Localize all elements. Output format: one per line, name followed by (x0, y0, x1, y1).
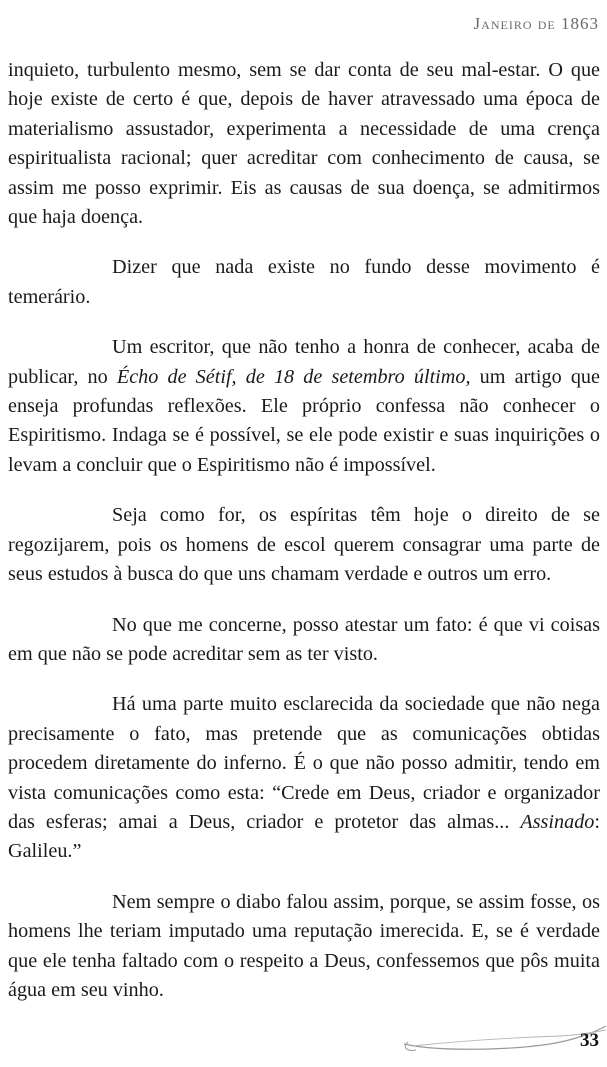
newspaper-citation: Écho de Sétif, de 18 de setembro último, (116, 365, 471, 388)
page-number: 33 (580, 1030, 599, 1051)
paragraph-3 (8, 333, 600, 480)
paragraph-5: No que me concerne, posso atestar um fato: é que vi coisas em que não se pode acreditar sem as ter visto. (8, 613, 600, 665)
paragraph-3-text-after: um artigo que enseja profundas reflexões. Ele próprio confessa não conhecer o Espiritismo. Indaga se é possível, se ele pode existir e suas inquirições o levam a concluir que o Espiritismo não é impossível. (8, 365, 600, 476)
footer-swash-ornament (400, 1022, 607, 1056)
paragraph-7: Nem sempre o diabo falou assim, porque, se assim fosse, os homens lhe teriam imputado uma reputação imerecida. E, se é verdade que ele tenha faltado com o respeito a Deus, confessemos que pôs muita água em seu vinho. (8, 890, 600, 1001)
paragraph-6 (8, 690, 600, 866)
paragraph-6-text-before: Há uma parte muito esclarecida da sociedade que não nega precisamente o fato, mas pretende que as comunicações obtidas procedem diretamente do inferno. É o que não posso admitir, tendo em vista comunicações como esta: “Crede em Deus, criador e organizador das esferas; amai a Deus, criador e protetor das almas... (8, 693, 600, 833)
signed-label: Assinado (520, 810, 595, 833)
running-header: Janeiro de 1863 (473, 14, 599, 33)
paragraph-2: Dizer que nada existe no fundo desse movimento é temerário. (8, 256, 600, 308)
paragraph-4: Seja como for, os espíritas têm hoje o direito de se regozijarem, pois os homens de escol querem consagrar uma parte de seus estudos à busca do que uns chamam verdade e outros um erro. (8, 504, 600, 586)
paragraph-1: inquieto, turbulento mesmo, sem se dar conta de seu mal-estar. O que hoje existe de certo é que, depois de haver atravessado uma época de materialismo assustador, experimenta a necessidade de uma crença espiritualista racional; quer acreditar com conhecimento de causa, se assim me posso exprimir. Eis as causas de sua doença, se admitirmos que haja doença. (8, 59, 600, 229)
paragraph-6-text-after: : Galileu.” (8, 810, 600, 863)
paragraph-3-text-before: Um escritor, que não tenho a honra de conhecer, acaba de publicar, no (8, 336, 600, 388)
body-text (8, 56, 600, 1026)
